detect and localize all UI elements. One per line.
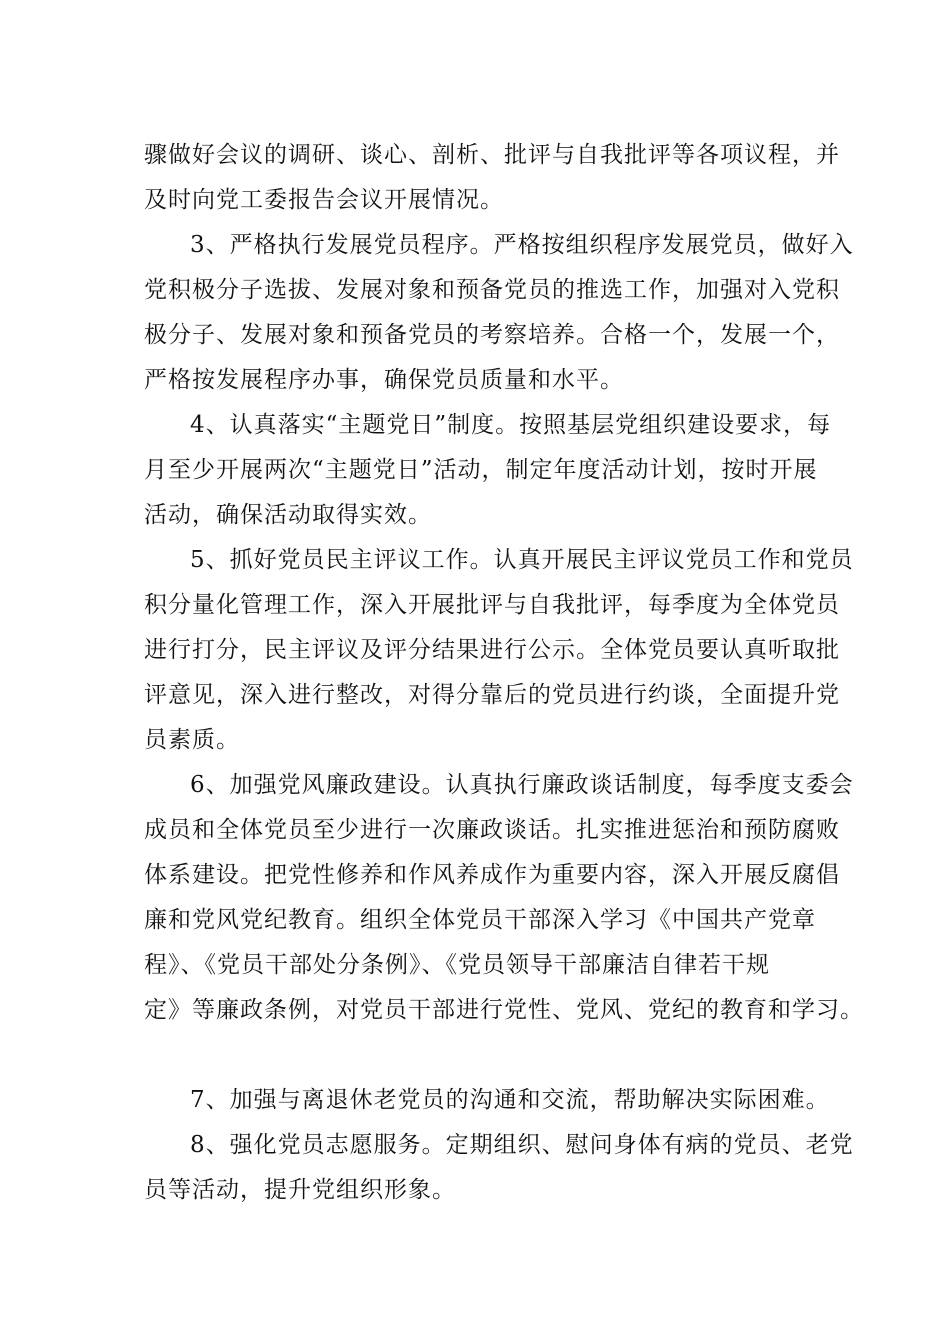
text-line: 评意见，深入进行整改，对得分靠后的党员进行约谈，全面提升党	[144, 682, 840, 708]
text-line: 月至少开展两次“主题党日”活动，制定年度活动计划，按时开展	[144, 457, 818, 483]
text-line: 成员和全体党员至少进行一次廉政谈话。扎实推进惩治和预防腐败	[144, 817, 840, 843]
text-line: 及时向党工委报告会议开展情况。	[144, 187, 504, 213]
text-line: 活动，确保活动取得实效。	[144, 502, 432, 528]
text-line: 员素质。	[144, 727, 240, 753]
paragraph-3-line: 3、严格执行发展党员程序。严格按组织程序发展党员，做好入	[190, 232, 854, 258]
text-line: 廉和党风党纪教育。组织全体党员干部深入学习《中国共产党章	[144, 907, 816, 933]
paragraph-4-line: 4、认真落实“主题党日”制度。按照基层党组织建设要求，每	[190, 412, 832, 438]
text-line: 骤做好会议的调研、谈心、剖析、批评与自我批评等各项议程，并	[144, 142, 840, 168]
text-line: 体系建设。把党性修养和作风养成作为重要内容，深入开展反腐倡	[144, 862, 840, 888]
text-line: 程》、《党员干部处分条例》、《党员领导干部廉洁自律若干规	[144, 952, 770, 978]
paragraph-6-line: 6、加强党风廉政建设。认真执行廉政谈话制度，每季度支委会	[190, 772, 854, 798]
text-line: 极分子、发展对象和预备党员的考察培养。合格一个，发展一个，	[144, 322, 840, 348]
paragraph-8-line: 8、强化党员志愿服务。定期组织、慰问身体有病的党员、老党	[190, 1132, 854, 1158]
paragraph-7-line: 7、加强与离退休老党员的沟通和交流，帮助解决实际困难。	[190, 1087, 830, 1113]
text-line: 定》等廉政条例，对党员干部进行党性、党风、党纪的教育和学习。	[144, 997, 864, 1023]
paragraph-5-line: 5、抓好党员民主评议工作。认真开展民主评议党员工作和党员	[190, 547, 854, 573]
text-line: 员等活动，提升党组织形象。	[144, 1177, 456, 1203]
text-line: 严格按发展程序办事，确保党员质量和水平。	[144, 367, 624, 393]
text-line: 积分量化管理工作，深入开展批评与自我批评，每季度为全体党员	[144, 592, 840, 618]
text-line: 党积极分子选拔、发展对象和预备党员的推选工作，加强对入党积	[144, 277, 840, 303]
text-line: 进行打分，民主评议及评分结果进行公示。全体党员要认真听取批	[144, 637, 840, 663]
